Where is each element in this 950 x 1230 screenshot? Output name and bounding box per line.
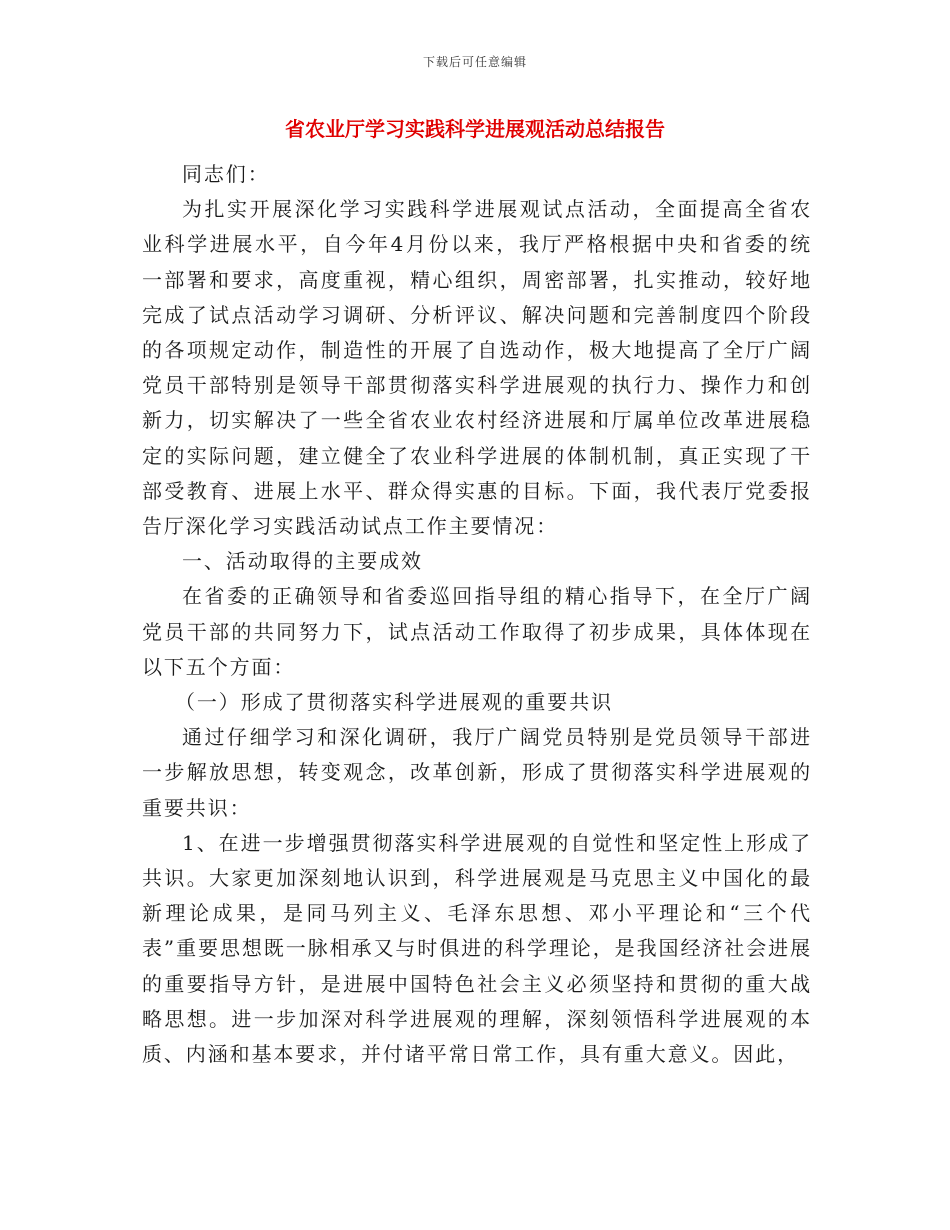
section-heading: 一、活动取得的主要成效 bbox=[182, 549, 423, 574]
subsection-heading: （一）形成了贯彻落实科学进展观的重要共识 bbox=[175, 690, 613, 715]
document-body bbox=[142, 157, 812, 1072]
document-title: 省农业厅学习实践科学进展观活动总结报告 bbox=[285, 117, 665, 141]
paragraph-intro: 为扎实开展深化学习实践科学进展观试点活动，全面提高全省农业科学进展水平，自今年4月份以来，我厅严格根据中央和省委的统一部署和要求，高度重视，精心组织，周密部署，扎实推动，较好地完成了试点活动学习调研、分析评议、解决问题和完善制度四个阶段的各项规定动作，制造性的开展了自选动作，极大地提高了全厅广阔党员干部特别是领导干部贯彻落实科学进展观的执行力、操作力和创新力，切实解决了一些全省农业农村经济进展和厅属单位改革进展稳定的实际问题，建立健全了农业科学进展的体制机制，真正实现了干部受教育、进展上水平、群众得实惠的目标。下面，我代表厅党委报告厅深化学习实践活动试点工作主要情况： bbox=[142, 197, 812, 539]
greeting: 同志们： bbox=[182, 162, 270, 186]
paragraph-consensus: 通过仔细学习和深化调研，我厅广阔党员特别是党员领导干部进一步解放思想，转变观念，改革创新，形成了贯彻落实科学进展观的重要共识： bbox=[142, 725, 812, 820]
paragraph-achievements: 在省委的正确领导和省委巡回指导组的精心指导下，在全厅广阔党员干部的共同努力下，试点活动工作取得了初步成果，具体体现在以下五个方面： bbox=[142, 584, 812, 679]
paragraph-point-1: 1、在进一步增强贯彻落实科学进展观的自觉性和坚定性上形成了共识。大家更加深刻地认识到，科学进展观是马克思主义中国化的最新理论成果，是同马列主义、毛泽东思想、邓小平理论和“三个代表”重要思想既一脉相承又与时俱进的科学理论，是我国经济社会进展的重要指导方针，是进展中国特色社会主义必须坚持和贯彻的重大战略思想。进一步加深对科学进展观的理解，深刻领悟科学进展观的本质、内涵和基本要求，并付诸平常日常工作，具有重大意义。因此， bbox=[142, 830, 812, 1067]
header-note: 下载后可任意编辑 bbox=[422, 55, 527, 69]
